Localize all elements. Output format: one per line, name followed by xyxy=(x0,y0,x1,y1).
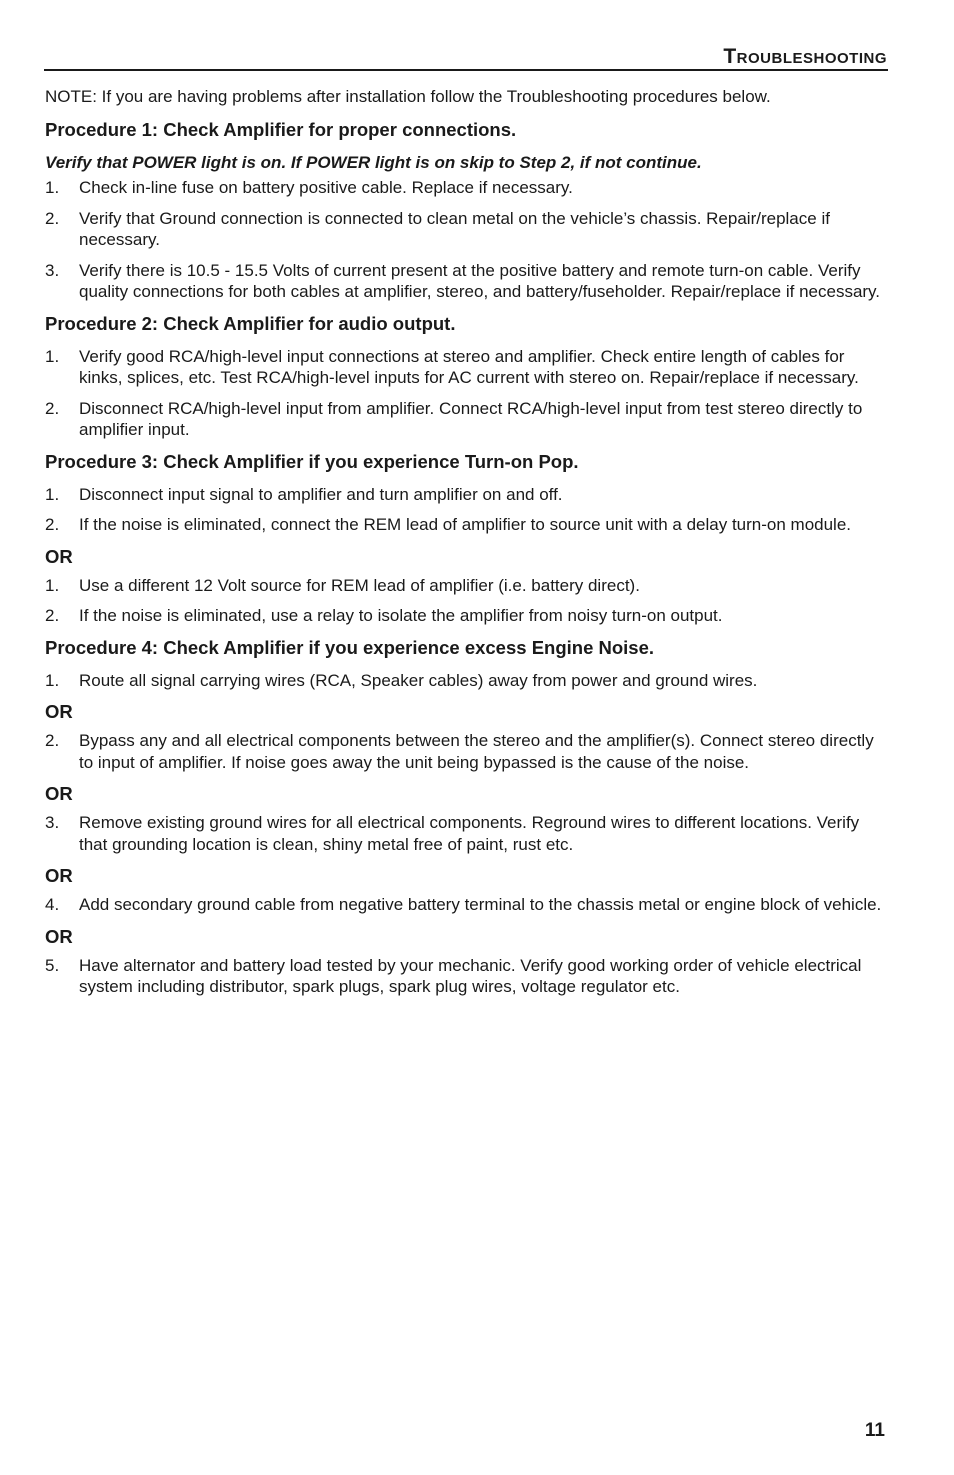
step-number: 2. xyxy=(45,731,60,750)
step-item xyxy=(45,484,884,506)
step-number: 1. xyxy=(45,670,60,690)
procedure-4 xyxy=(45,636,884,998)
step-list xyxy=(45,484,884,536)
step-number: 1. xyxy=(45,346,60,366)
step-number: 4. xyxy=(45,895,60,914)
step-item xyxy=(45,514,884,536)
step-text: Route all signal carrying wires (RCA, Speaker cables) away from power and ground wires. xyxy=(79,670,758,690)
step-item xyxy=(45,177,884,199)
step-number: 2. xyxy=(45,208,60,228)
procedure-3 xyxy=(45,450,884,627)
or-separator: OR xyxy=(45,925,73,947)
step-list xyxy=(45,670,884,692)
procedures-list xyxy=(45,118,884,998)
step-list xyxy=(45,812,884,855)
step-item xyxy=(45,670,884,692)
step-item xyxy=(45,208,884,251)
step-text: Bypass any and all electrical components between the stereo and the amplifier(s). Connect stereo directly to input of amplifier. If noise goes away the unit being bypassed is the cause of the noise. xyxy=(79,731,874,772)
or-separator: OR xyxy=(45,783,73,804)
step-number: 1. xyxy=(45,575,60,595)
step-item xyxy=(45,955,884,998)
procedure-1 xyxy=(45,118,884,303)
step-text: Add secondary ground cable from negative battery terminal to the chassis metal or engine block of vehicle. xyxy=(79,895,882,914)
step-text: Disconnect RCA/high-level input from amplifier. Connect RCA/high-level input from test stereo directly to amplifier input. xyxy=(79,398,863,439)
step-item xyxy=(45,260,884,303)
step-list xyxy=(45,730,884,773)
or-separator: OR xyxy=(45,701,73,722)
step-item xyxy=(45,730,884,773)
step-item xyxy=(45,894,884,916)
procedure-heading: Procedure 2: Check Amplifier for audio output. xyxy=(45,312,456,334)
procedure-heading: Procedure 3: Check Amplifier if you experience Turn-on Pop. xyxy=(45,450,579,472)
step-list xyxy=(45,955,884,998)
installation-note: NOTE: If you are having problems after installation follow the Troubleshooting procedures below. xyxy=(45,87,771,106)
section-title: Troubleshooting xyxy=(723,45,887,68)
troubleshooting-content xyxy=(45,86,884,1007)
step-number: 1. xyxy=(45,484,60,504)
step-item xyxy=(45,605,884,627)
header-divider xyxy=(44,69,888,71)
step-list xyxy=(45,346,884,441)
step-text: Remove existing ground wires for all electrical components. Reground wires to different locations. Verify that grounding location is clean, shiny metal free of paint, rust etc. xyxy=(79,813,860,854)
step-item xyxy=(45,398,884,441)
step-number: 5. xyxy=(45,955,60,975)
step-number: 2. xyxy=(45,398,60,418)
step-item xyxy=(45,346,884,389)
procedure-heading: Procedure 1: Check Amplifier for proper connections. xyxy=(45,118,517,140)
step-item xyxy=(45,812,884,855)
step-number: 2. xyxy=(45,606,60,625)
step-list xyxy=(45,894,884,916)
step-number: 3. xyxy=(45,260,60,280)
step-text: Verify there is 10.5 - 15.5 Volts of current present at the positive battery and remote turn-on cable. Verify quality connections for both cables at amplifier, stereo, and battery/fuseholder. Repair/replace if necessary. xyxy=(79,260,881,301)
step-text: Check in-line fuse on battery positive cable. Replace if necessary. xyxy=(79,178,573,197)
or-separator: OR xyxy=(45,865,73,886)
procedure-heading: Procedure 4: Check Amplifier if you experience excess Engine Noise. xyxy=(45,636,655,658)
page-number: 11 xyxy=(864,1420,885,1441)
step-text: Verify that Ground connection is connected to clean metal on the vehicle’s chassis. Repair/replace if necessary. xyxy=(79,208,830,249)
step-item xyxy=(45,575,884,597)
step-number: 2. xyxy=(45,515,60,534)
step-text: If the noise is eliminated, use a relay to isolate the amplifier from noisy turn-on output. xyxy=(79,606,723,625)
step-list xyxy=(45,177,884,303)
step-text: Have alternator and battery load tested by your mechanic. Verify good working order of vehicle electrical system including distributor, spark plugs, spark plug wires, voltage regulator etc. xyxy=(79,955,862,996)
or-separator: OR xyxy=(45,545,73,567)
procedure-instruction: Verify that POWER light is on. If POWER light is on skip to Step 2, if not continue. xyxy=(45,152,702,172)
step-number: 1. xyxy=(45,178,60,197)
step-text: If the noise is eliminated, connect the REM lead of amplifier to source unit with a delay turn-on module. xyxy=(79,515,852,534)
step-text: Use a different 12 Volt source for REM lead of amplifier (i.e. battery direct). xyxy=(79,575,640,595)
step-text: Verify good RCA/high-level input connections at stereo and amplifier. Check entire length of cables for kinks, splices, etc. Test RCA/high-level inputs for AC current with stereo on. Repair/replace if necessary. xyxy=(79,346,859,387)
step-list xyxy=(45,575,884,627)
procedure-2 xyxy=(45,312,884,441)
step-text: Disconnect input signal to amplifier and turn amplifier on and off. xyxy=(79,484,563,504)
step-number: 3. xyxy=(45,813,60,832)
